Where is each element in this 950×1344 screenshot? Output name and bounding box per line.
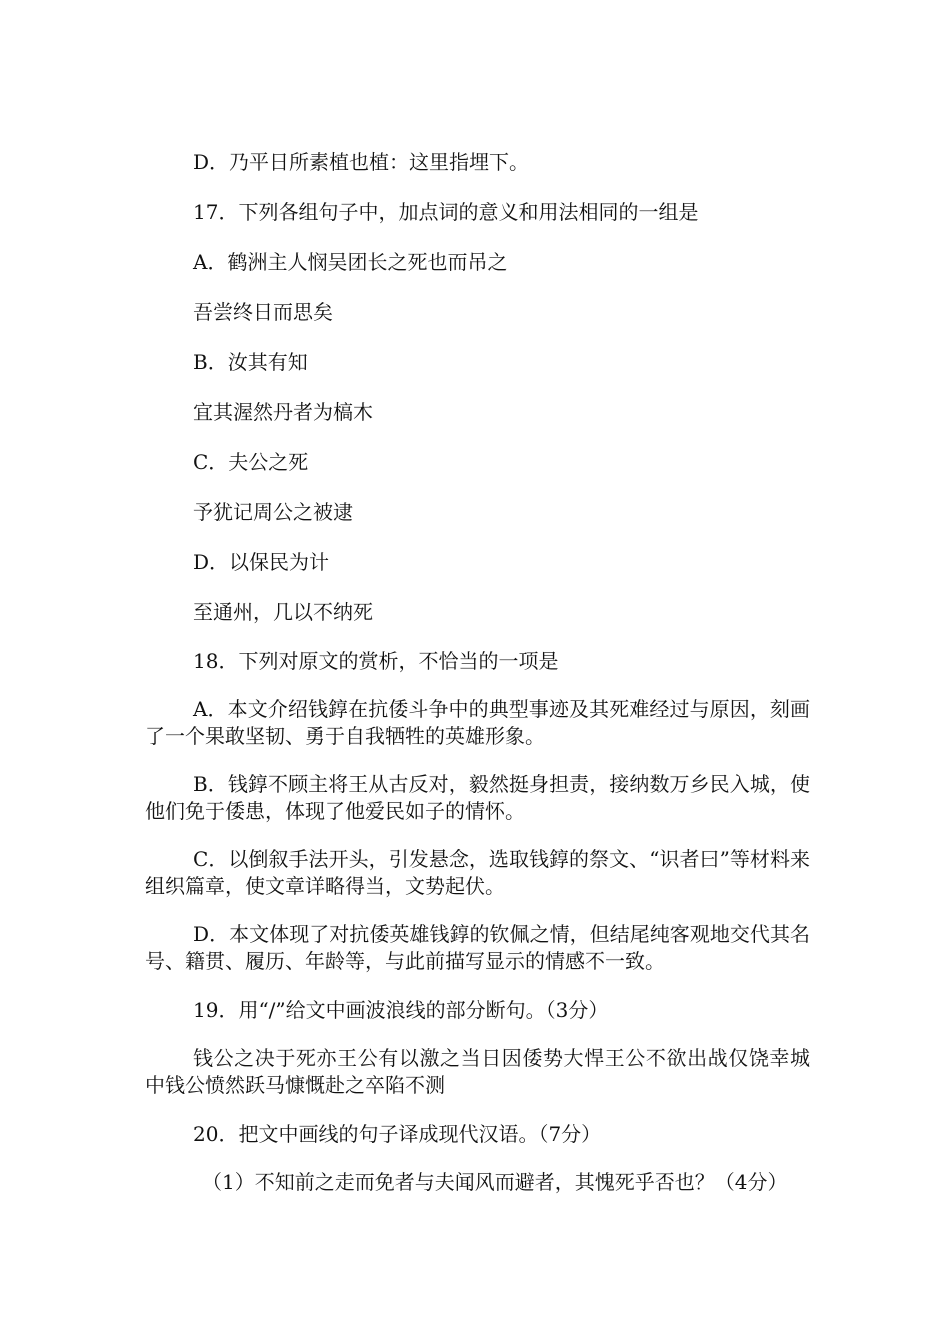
q17-option-b-line1: B．汝其有知 — [193, 350, 308, 374]
q17-option-a-line2: 吾尝终日而思矣 — [193, 300, 333, 324]
q17-option-d-line1: D．以保民为计 — [193, 550, 330, 574]
q17-option-a-line1: A．鹤洲主人悯吴团长之死也而吊之 — [193, 250, 508, 274]
q17-option-b-line2: 宜其渥然丹者为槁木 — [193, 400, 373, 424]
q17-option-c-line2: 予犹记周公之被逮 — [193, 500, 353, 524]
q17-option-d-line2: 至通州，几以不纳死 — [193, 600, 373, 624]
q18-option-b: B．钱錞不顾主将王从古反对，毅然挺身担责，接纳数万乡民入城，使他们免于倭患，体现了他爱民如子的情怀。 — [145, 772, 810, 823]
q19-text: 钱公之决于死亦王公有以激之当日因倭势大悍王公不欲出战仅饶幸城中钱公愤然跃马慷慨赴之卒陷不测 — [145, 1046, 810, 1097]
q18-option-c: C．以倒叙手法开头，引发悬念，选取钱錞的祭文、“识者曰”等材料来组织篇章，使文章详略得当，文势起伏。 — [145, 847, 810, 898]
q18-option-a: A．本文介绍钱錞在抗倭斗争中的典型事迹及其死难经过与原因，刻画了一个果敢坚韧、勇于自我牺牲的英雄形象。 — [145, 697, 810, 748]
q16-option-d: D．乃平日所素植也植：这里指埋下。 — [193, 150, 530, 174]
q19-stem: 19．用“/”给文中画波浪线的部分断句。（3分） — [193, 998, 609, 1022]
q20-item-1: （1）不知前之走而免者与夫闻风而避者，其愧死乎否也？（4分） — [202, 1170, 788, 1194]
q18-option-d: D．本文体现了对抗倭英雄钱錞的钦佩之情，但结尾纯客观地交代其名号、籍贯、履历、年龄等，与此前描写显示的情感不一致。 — [145, 922, 810, 973]
q17-option-c-line1: C．夫公之死 — [193, 450, 309, 474]
q20-stem: 20．把文中画线的句子译成现代汉语。（7分） — [193, 1122, 602, 1146]
q18-stem: 18．下列对原文的赏析，不恰当的一项是 — [193, 649, 559, 673]
q17-stem: 17．下列各组句子中，加点词的意义和用法相同的一组是 — [193, 200, 699, 224]
